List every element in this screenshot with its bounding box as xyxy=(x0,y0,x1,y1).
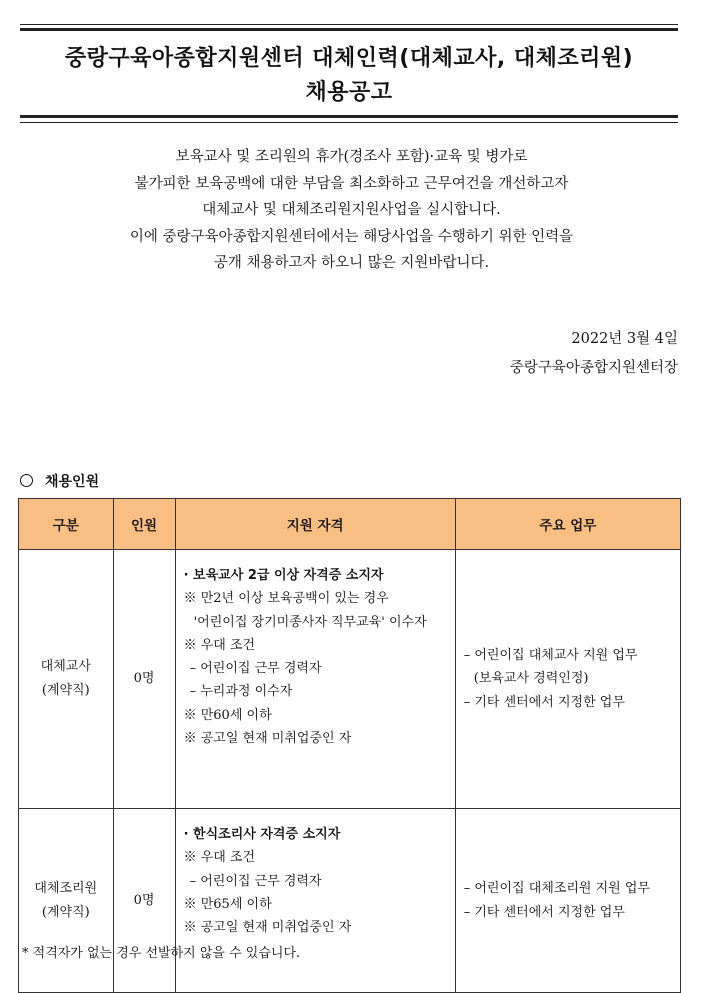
qualification-item: ※ 만60세 이하 xyxy=(183,707,272,723)
category-cell xyxy=(19,550,114,809)
table-row xyxy=(19,809,681,993)
header-duties: 주요 업무 xyxy=(455,499,680,550)
intro-line: 대체교사 및 대체조리원지원사업을 실시합니다. xyxy=(202,202,501,218)
qualification-item: ※ 공고일 현재 미취업중인 자 xyxy=(183,920,352,936)
qualification-item: – 누리과정 이수자 xyxy=(189,684,293,700)
section-heading xyxy=(20,471,99,491)
header-category: 구분 xyxy=(19,499,114,550)
category-cell xyxy=(19,809,114,993)
qualification-item: · 한식조리사 자격증 소지자 xyxy=(183,827,341,842)
header-qualifications: 지원 자격 xyxy=(175,499,455,550)
intro-line: 보육교사 및 조리원의 휴가(경조사 포함)·교육 및 병가로 xyxy=(175,149,528,165)
category-label: 대체교사 xyxy=(40,659,91,674)
count-cell: 0명 xyxy=(113,809,175,993)
qualification-item: ※ 만2년 이상 보육공백이 있는 경우 xyxy=(183,591,389,607)
duty-item: – 어린이집 대체조리원 지원 업무 xyxy=(463,881,650,897)
duty-item: – 기타 센터에서 지정한 업무 xyxy=(463,904,625,920)
intro-line: 공개 채용하고자 하오니 많은 지원바랍니다. xyxy=(213,255,490,271)
qualification-item: ※ 우대 조건 xyxy=(183,637,256,653)
duty-item: – 기타 센터에서 지정한 업무 xyxy=(463,694,625,710)
table-header-row xyxy=(19,499,681,550)
footnote: * 적격자가 없는 경우 선발하지 않을 수 있습니다. xyxy=(22,946,301,961)
category-type: (계약직) xyxy=(41,683,90,698)
announcement-date: 2022년 3월 4일 xyxy=(571,331,678,347)
duties-cell xyxy=(455,809,680,993)
category-label: 대체조리원 xyxy=(34,880,98,896)
table-row xyxy=(19,550,681,809)
title-box xyxy=(20,28,678,118)
section-title: 채용인원 xyxy=(45,474,100,490)
organization-name: 중랑구육아종합지원센터장 xyxy=(509,360,678,376)
intro-line: 이에 중랑구육아종합지원센터에서는 해당사업을 수행하기 위한 인력을 xyxy=(129,228,574,245)
circle-bullet-icon xyxy=(20,474,33,487)
qualification-item: ※ 우대 조건 xyxy=(183,850,256,866)
qualification-item: – 어린이집 근무 경력자 xyxy=(189,873,322,889)
qualification-item: – 어린이집 근무 경력자 xyxy=(189,661,322,677)
title-line-1: 중랑구육아종합지원센터 대체인력(대체교사, 대체조리원) xyxy=(64,46,634,71)
qualification-item: ※ 공고일 현재 미취업중인 자 xyxy=(183,731,352,747)
qualification-item: ※ 만65세 이하 xyxy=(183,896,272,912)
qualification-item: · 보육교사 2급 이상 자격증 소지자 xyxy=(183,568,384,583)
qualifications-cell xyxy=(175,550,455,809)
duty-item: (보육교사 경력인정) xyxy=(473,671,589,687)
header-count: 인원 xyxy=(113,499,175,550)
duties-cell xyxy=(455,550,680,809)
intro-line: 불가피한 보육공백에 대한 부담을 최소화하고 근무여건을 개선하고자 xyxy=(134,175,569,192)
intro-paragraph xyxy=(0,144,703,277)
qualifications-cell xyxy=(175,809,455,993)
recruitment-table xyxy=(18,498,681,993)
duty-item: – 어린이집 대체교사 지원 업무 xyxy=(463,648,638,664)
category-type: (계약직) xyxy=(41,904,90,920)
qualification-item: '어린이집 장기미종사자 직무교육' 이수자 xyxy=(193,614,427,630)
count-cell: 0명 xyxy=(113,550,175,809)
title-line-2: 채용공고 xyxy=(305,80,393,105)
